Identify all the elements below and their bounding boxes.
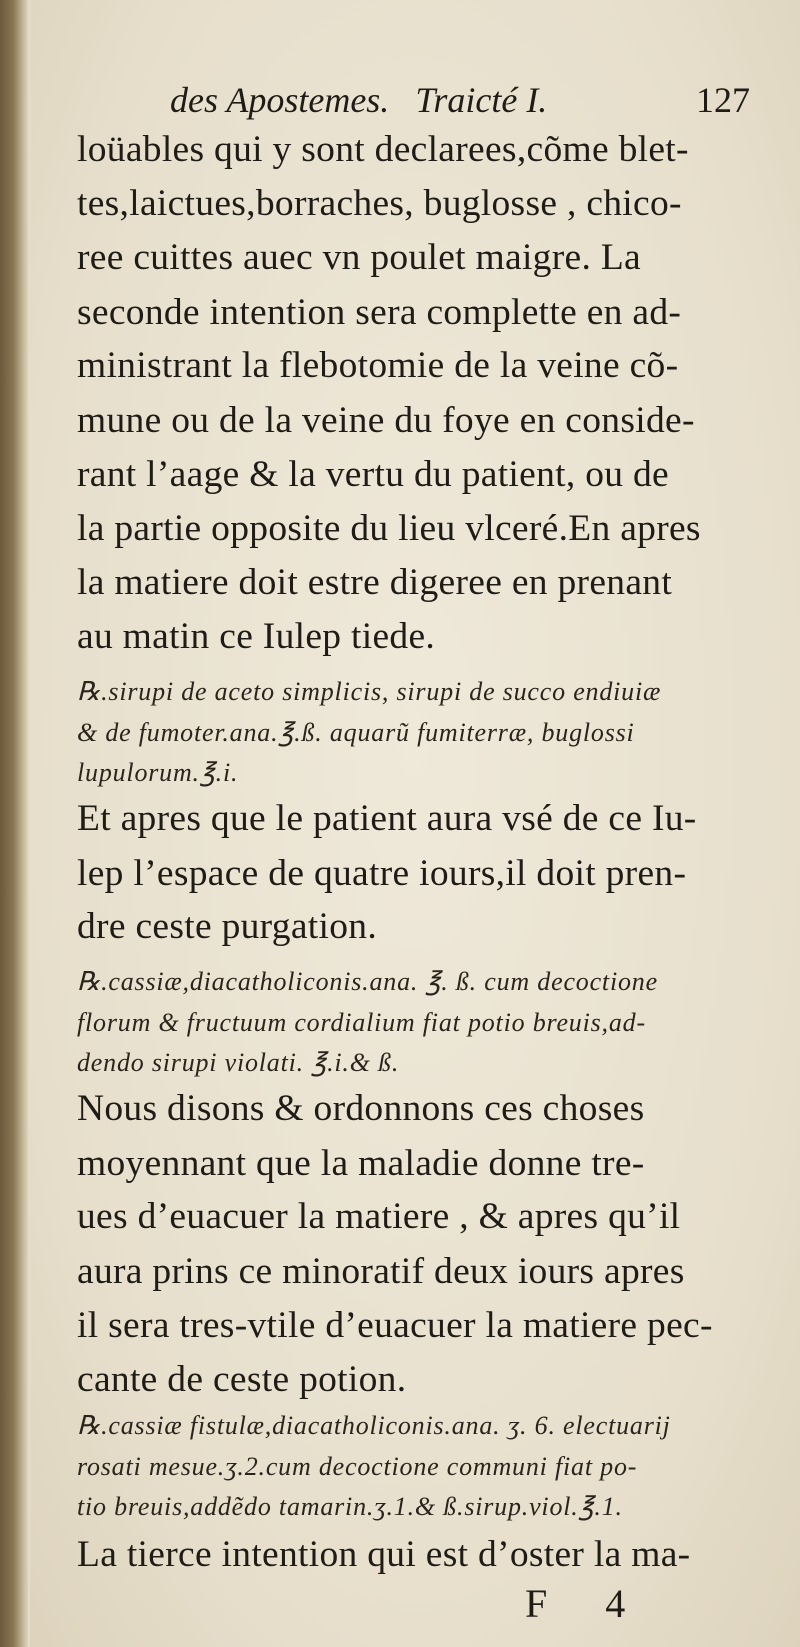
text-line: au matin ce Iulep tiede.	[77, 616, 436, 658]
text-line: aura prins ce minoratif deux iours apres	[77, 1250, 685, 1292]
recipe-line: ℞.sirupi de aceto simplicis, sirupi de succo endiuiæ	[77, 676, 662, 706]
text-line: la matiere doit estre digeree en prenant	[77, 561, 673, 603]
book-page	[30, 0, 800, 1647]
text-line: loüables qui y sont declarees,cõme blet-	[77, 129, 689, 170]
text-line: La tierce intention qui est d’oster la ma-	[77, 1534, 691, 1575]
text-line: la partie opposite du lieu vlceré.En apres	[77, 508, 701, 550]
recipe-line: & de fumoter.ana.℥.ß. aquarũ fumiterræ, buglossi	[77, 717, 635, 747]
treatise-section: Traicté I.	[415, 80, 548, 120]
recipe-line: dendo sirupi violati. ℥.i.& ß.	[77, 1048, 400, 1078]
text-line: moyennant que la maladie donne tre-	[77, 1142, 645, 1184]
signature-mark: F 4	[525, 1581, 650, 1626]
running-header	[170, 78, 750, 122]
recipe-line: tio breuis,addẽdo tamarin.ʒ.1.& ß.sirup.viol.℥.1.	[77, 1492, 623, 1522]
text-line: tes,laictues,borraches, buglosse , chico-	[77, 182, 682, 224]
book-binding-edge	[0, 0, 30, 1647]
text-line: seconde intention sera complette en ad-	[77, 291, 682, 333]
text-line: dre ceste purgation.	[77, 906, 377, 948]
recipe-line: lupulorum.℥.i.	[77, 758, 239, 788]
recipe-line: florum & fructuum cordialium fiat potio breuis,ad-	[77, 1007, 646, 1037]
text-line: ministrant la flebotomie de la veine cõ-	[77, 345, 679, 387]
text-line: ree cuittes auec vn poulet maigre. La	[77, 237, 641, 279]
text-line: Et apres que le patient aura vsé de ce Iu-	[77, 798, 697, 840]
folio-number: 127	[696, 80, 750, 120]
text-line: mune ou de la veine du foye en conside-	[77, 399, 695, 441]
text-line: cante de ceste potion.	[77, 1359, 407, 1401]
text-line: lep l’espace de quatre iours,il doit pren-	[77, 852, 687, 894]
running-title: des Apostemes.	[170, 80, 390, 120]
text-line: rant l’aage & la vertu du patient, ou de	[77, 453, 669, 495]
recipe-line: ℞.cassiæ fistulæ,diacatholiconis.ana. ʒ. 6. electuarij	[77, 1410, 671, 1440]
recipe-line: ℞.cassiæ,diacatholiconis.ana. ℥. ß. cum decoctione	[77, 966, 658, 996]
text-line: ues d’euacuer la matiere , & apres qu’il	[77, 1196, 681, 1238]
text-line: Nous disons & ordonnons ces choses	[77, 1088, 645, 1130]
text-line: il sera tres-vtile d’euacuer la matiere pec-	[77, 1304, 713, 1346]
recipe-line: rosati mesue.ʒ.2.cum decoctione communi fiat po-	[77, 1451, 638, 1481]
